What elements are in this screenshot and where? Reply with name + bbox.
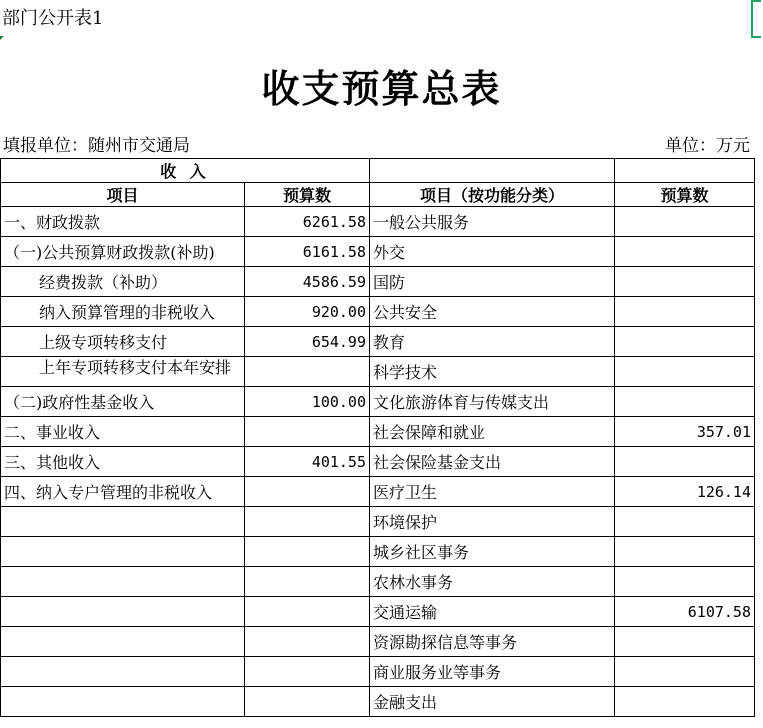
table-row: [1, 387, 755, 417]
table-row: [1, 507, 755, 537]
income-item-cell[interactable]: [1, 627, 245, 657]
expense-item-cell[interactable]: 资源勘探信息等事务: [370, 627, 615, 657]
income-amount-cell[interactable]: 654.99: [245, 327, 370, 357]
income-item-cell[interactable]: [1, 567, 245, 597]
expense-amount-cell[interactable]: [615, 267, 755, 297]
table-row: [1, 537, 755, 567]
expense-item-cell[interactable]: 国防: [370, 267, 615, 297]
expense-amount-cell[interactable]: [615, 207, 755, 237]
filler-unit: 填报单位：随州市交通局: [3, 136, 190, 156]
page-title: 收支预算总表: [261, 66, 502, 111]
income-amount-cell[interactable]: [245, 627, 370, 657]
expense-amount-cell[interactable]: [615, 387, 755, 417]
income-item-cell[interactable]: [1, 687, 245, 717]
income-amount-cell[interactable]: [245, 657, 370, 687]
income-item-cell[interactable]: 一、财政拨款: [1, 207, 245, 237]
expense-amount-cell[interactable]: [615, 627, 755, 657]
expense-item-cell[interactable]: 环境保护: [370, 507, 615, 537]
expense-item-cell[interactable]: 交通运输: [370, 597, 615, 627]
income-amount-cell[interactable]: 401.55: [245, 447, 370, 477]
income-amount-cell[interactable]: [245, 537, 370, 567]
expense-item-cell[interactable]: 医疗卫生: [370, 477, 615, 507]
expense-amount-cell[interactable]: [615, 507, 755, 537]
expense-item-cell[interactable]: 社会保险基金支出: [370, 447, 615, 477]
expense-amount-cell[interactable]: 126.14: [615, 477, 755, 507]
column-header-row: [1, 183, 755, 207]
expense-item-cell[interactable]: 金融支出: [370, 687, 615, 717]
expense-item-cell[interactable]: 公共安全: [370, 297, 615, 327]
expense-amount-cell[interactable]: [615, 537, 755, 567]
income-amount-cell[interactable]: [245, 417, 370, 447]
income-amount-cell[interactable]: 920.00: [245, 297, 370, 327]
table-row: [1, 447, 755, 477]
table-row: [1, 417, 755, 447]
income-item-cell[interactable]: [1, 507, 245, 537]
table-row: [1, 567, 755, 597]
income-item-cell[interactable]: [1, 657, 245, 687]
income-amount-cell[interactable]: [245, 597, 370, 627]
table-row: [1, 357, 755, 387]
table-row: [1, 687, 755, 717]
expense-item-cell[interactable]: 文化旅游体育与传媒支出: [370, 387, 615, 417]
expense-amount-cell[interactable]: [615, 297, 755, 327]
empty-header-cell[interactable]: [615, 159, 755, 183]
income-amount-cell[interactable]: [245, 687, 370, 717]
cell-selection-border[interactable]: [751, 0, 761, 38]
table-row: [1, 327, 755, 357]
expense-item-cell[interactable]: 农林水事务: [370, 567, 615, 597]
expense-item-cell[interactable]: 社会保障和就业: [370, 417, 615, 447]
table-row: [1, 627, 755, 657]
income-item-cell[interactable]: 经费拨款（补助）: [1, 267, 245, 297]
income-amount-cell[interactable]: [245, 357, 370, 387]
income-section-header[interactable]: 收 入: [1, 159, 370, 183]
table-row: [1, 237, 755, 267]
table-row: [1, 657, 755, 687]
expense-amount-cell[interactable]: 357.01: [615, 417, 755, 447]
expense-amount-cell[interactable]: [615, 567, 755, 597]
expense-item-cell[interactable]: 城乡社区事务: [370, 537, 615, 567]
expense-item-cell[interactable]: 一般公共服务: [370, 207, 615, 237]
expense-item-cell[interactable]: 科学技术: [370, 357, 615, 387]
income-amount-cell[interactable]: 6261.58: [245, 207, 370, 237]
table-row: [1, 267, 755, 297]
income-amount-cell[interactable]: 100.00: [245, 387, 370, 417]
budget-table: [0, 158, 755, 717]
header-income-amount[interactable]: 预算数: [245, 183, 370, 207]
empty-header-cell[interactable]: [370, 159, 615, 183]
expense-amount-cell[interactable]: [615, 357, 755, 387]
expense-amount-cell[interactable]: [615, 687, 755, 717]
income-amount-cell[interactable]: 6161.58: [245, 237, 370, 267]
income-item-cell[interactable]: 上级专项转移支付: [1, 327, 245, 357]
expense-item-cell[interactable]: 商业服务业等事务: [370, 657, 615, 687]
income-amount-cell[interactable]: [245, 567, 370, 597]
expense-item-cell[interactable]: 外交: [370, 237, 615, 267]
money-unit: 单位：万元: [665, 136, 750, 156]
expense-item-cell[interactable]: 教育: [370, 327, 615, 357]
income-item-cell[interactable]: 纳入预算管理的非税收入: [1, 297, 245, 327]
header-expense-item[interactable]: 项目（按功能分类）: [370, 183, 615, 207]
income-item-cell[interactable]: 上年专项转移支付本年安排: [1, 357, 245, 387]
income-item-cell[interactable]: 三、其他收入: [1, 447, 245, 477]
table-row: [1, 207, 755, 237]
income-item-cell[interactable]: [1, 537, 245, 567]
income-item-cell[interactable]: 四、纳入专户管理的非税收入: [1, 477, 245, 507]
expense-amount-cell[interactable]: 6107.58: [615, 597, 755, 627]
table-row: [1, 477, 755, 507]
table-row: [1, 597, 755, 627]
header-income-item[interactable]: 项目: [1, 183, 245, 207]
expense-amount-cell[interactable]: [615, 657, 755, 687]
expense-amount-cell[interactable]: [615, 327, 755, 357]
income-item-cell[interactable]: （一)公共预算财政拨款(补助): [1, 237, 245, 267]
section-header-row: [1, 159, 755, 183]
income-amount-cell[interactable]: [245, 507, 370, 537]
sheet-tag: 部门公开表1: [2, 8, 104, 29]
header-expense-amount[interactable]: 预算数: [615, 183, 755, 207]
income-item-cell[interactable]: （二)政府性基金收入: [1, 387, 245, 417]
income-amount-cell[interactable]: 4586.59: [245, 267, 370, 297]
cell-comment-marker: [0, 36, 4, 40]
expense-amount-cell[interactable]: [615, 237, 755, 267]
income-item-cell[interactable]: 二、事业收入: [1, 417, 245, 447]
table-row: [1, 297, 755, 327]
income-amount-cell[interactable]: [245, 477, 370, 507]
expense-amount-cell[interactable]: [615, 447, 755, 477]
income-item-cell[interactable]: [1, 597, 245, 627]
